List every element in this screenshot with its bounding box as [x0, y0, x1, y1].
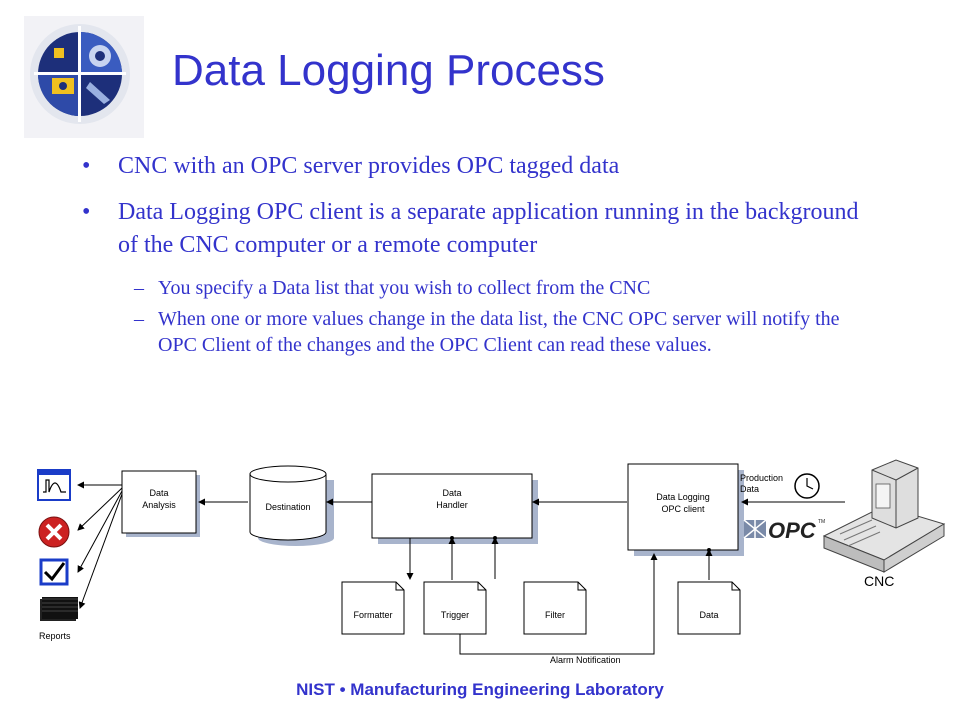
data-handler-box	[372, 474, 538, 544]
bullet-glyph: •	[82, 199, 91, 225]
data-document	[678, 582, 740, 634]
data-analysis-box	[122, 471, 200, 537]
data-logging-diagram	[0, 448, 960, 678]
data-handler-label: Data	[442, 488, 462, 498]
reports-label: Reports	[39, 631, 71, 641]
arrow-to-reports	[80, 494, 122, 608]
footer-org: NIST	[296, 680, 335, 699]
arrow-to-error	[78, 488, 122, 530]
bullet-glyph: •	[82, 153, 91, 179]
error-icon	[39, 517, 69, 547]
opc-client-label: Data Logging	[656, 492, 710, 502]
sub-bullet-item	[82, 306, 882, 358]
footer-separator: •	[339, 680, 346, 699]
bullet-text: CNC with an OPC server provides OPC tagged data	[118, 153, 620, 179]
production-data-label: Data	[740, 484, 760, 494]
filter-document	[524, 582, 586, 634]
alarm-notification-label: Alarm Notification	[550, 655, 621, 665]
opc-logo-text: OPC	[768, 518, 816, 543]
data-doc-label: Data	[699, 610, 719, 620]
data-handler-label: Handler	[436, 500, 468, 510]
opc-tm: TM	[818, 519, 826, 525]
arrow-to-checkbox	[78, 491, 122, 572]
bullet-list	[82, 150, 882, 363]
opc-client-label: OPC client	[661, 504, 705, 514]
footer	[0, 680, 960, 700]
formatter-label: Formatter	[353, 610, 393, 620]
footer-lab: Manufacturing Engineering Laboratory	[350, 680, 664, 699]
nist-logo	[24, 16, 144, 138]
data-analysis-label: Analysis	[142, 500, 176, 510]
formatter-document	[342, 582, 404, 634]
cnc-label: CNC	[864, 573, 895, 589]
production-data-label: Production	[740, 473, 784, 483]
trigger-document	[424, 582, 486, 634]
trigger-label: Trigger	[440, 610, 470, 620]
dash-glyph: –	[134, 308, 144, 330]
bullet-item	[82, 196, 882, 262]
checkbox-icon	[41, 560, 67, 584]
bullet-item	[82, 150, 882, 183]
reports-icon	[40, 597, 78, 621]
data-analysis-label: Data	[149, 488, 169, 498]
destination-database	[250, 466, 334, 546]
slide-title: Data Logging Process	[172, 46, 605, 95]
bullet-text: Data Logging OPC client is a separate application running in the background of the CNC computer or a remote computer	[118, 199, 859, 258]
sub-bullet-text: When one or more values change in the data list, the CNC OPC server will notify the OPC Client of the changes and the OPC Client can read these values.	[158, 308, 840, 356]
filter-label: Filter	[545, 610, 565, 620]
opc-client-box	[628, 464, 744, 556]
clock-icon	[795, 474, 819, 498]
sub-bullet-text: You specify a Data list that you wish to collect from the CNC	[158, 277, 651, 299]
cnc-machine-icon	[824, 460, 944, 572]
opc-logo	[744, 518, 825, 543]
sub-bullet-item	[82, 275, 882, 301]
waveform-window-icon	[38, 470, 70, 500]
destination-label: Destination	[265, 502, 311, 512]
dash-glyph: –	[134, 277, 144, 299]
